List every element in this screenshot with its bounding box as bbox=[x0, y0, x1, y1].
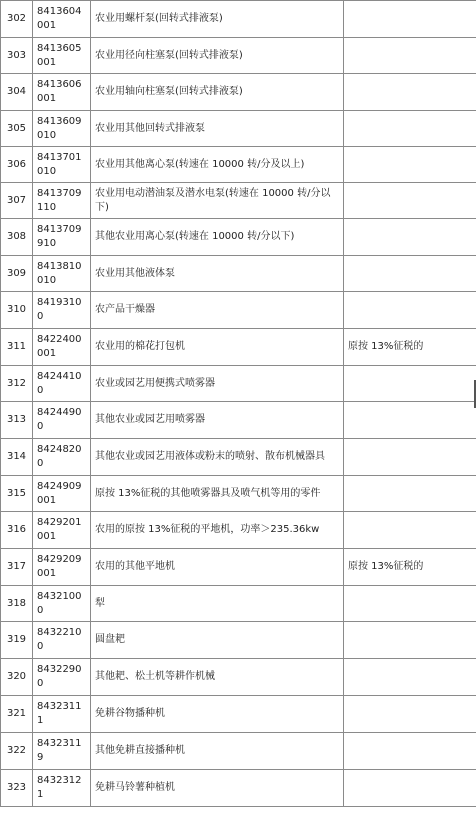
table-row bbox=[1, 733, 476, 770]
tax-code: 84244100 bbox=[33, 366, 91, 402]
remark bbox=[344, 696, 476, 733]
row-number: 321 bbox=[1, 696, 33, 733]
row-number: 305 bbox=[1, 111, 33, 147]
table-row bbox=[1, 770, 476, 807]
product-name: 农业用径向柱塞泵(回转式排液泵) bbox=[91, 38, 344, 74]
remark bbox=[344, 733, 476, 770]
remark bbox=[344, 402, 476, 439]
product-name: 农产品干燥器 bbox=[91, 292, 344, 329]
product-name: 农用的其他平地机 bbox=[91, 549, 344, 586]
tax-code: 84193100 bbox=[33, 292, 91, 329]
tax-code: 8424909001 bbox=[33, 476, 91, 512]
table-row bbox=[1, 38, 476, 74]
row-number: 320 bbox=[1, 659, 33, 696]
product-name: 其他农业或园艺用液体或粉末的喷射、散布机械器具 bbox=[91, 439, 344, 476]
row-number: 314 bbox=[1, 439, 33, 476]
product-name: 免耕马铃薯种植机 bbox=[91, 770, 344, 807]
remark bbox=[344, 659, 476, 696]
table-row bbox=[1, 696, 476, 733]
table-row bbox=[1, 659, 476, 696]
remark bbox=[344, 74, 476, 111]
product-name: 其他农业或园艺用喷雾器 bbox=[91, 402, 344, 439]
product-name: 农业用其他液体泵 bbox=[91, 256, 344, 292]
remark bbox=[344, 366, 476, 402]
table-row bbox=[1, 439, 476, 476]
row-number: 306 bbox=[1, 147, 33, 183]
table-row bbox=[1, 622, 476, 659]
table-body bbox=[1, 1, 476, 807]
remark bbox=[344, 183, 476, 219]
tax-code: 8413606001 bbox=[33, 74, 91, 111]
table-row bbox=[1, 512, 476, 549]
row-number: 303 bbox=[1, 38, 33, 74]
table-row bbox=[1, 402, 476, 439]
remark bbox=[344, 512, 476, 549]
tax-code: 8413810010 bbox=[33, 256, 91, 292]
row-number: 310 bbox=[1, 292, 33, 329]
product-name: 其他耙、松土机等耕作机械 bbox=[91, 659, 344, 696]
tax-code: 8429209001 bbox=[33, 549, 91, 586]
remark bbox=[344, 439, 476, 476]
product-name: 圆盘耙 bbox=[91, 622, 344, 659]
remark bbox=[344, 219, 476, 256]
table-row bbox=[1, 111, 476, 147]
tax-code: 8413609010 bbox=[33, 111, 91, 147]
tax-code: 8413709910 bbox=[33, 219, 91, 256]
remark bbox=[344, 770, 476, 807]
row-number: 315 bbox=[1, 476, 33, 512]
tax-code: 8422400001 bbox=[33, 329, 91, 366]
remark bbox=[344, 256, 476, 292]
table-row bbox=[1, 586, 476, 622]
row-number: 313 bbox=[1, 402, 33, 439]
table-row bbox=[1, 1, 476, 38]
remark bbox=[344, 292, 476, 329]
product-name: 农业用螺杆泵(回转式排液泵) bbox=[91, 1, 344, 38]
product-name: 农业用其他离心泵(转速在 10000 转/分及以上) bbox=[91, 147, 344, 183]
row-number: 323 bbox=[1, 770, 33, 807]
product-name: 原按 13%征税的其他喷雾器具及喷气机等用的零件 bbox=[91, 476, 344, 512]
tax-code: 84244900 bbox=[33, 402, 91, 439]
remark bbox=[344, 622, 476, 659]
product-name: 农用的原按 13%征税的平地机，功率＞235.36kw bbox=[91, 512, 344, 549]
remark bbox=[344, 476, 476, 512]
remark: 原按 13%征税的 bbox=[344, 329, 476, 366]
tax-code: 84322100 bbox=[33, 622, 91, 659]
product-name: 其他免耕直接播种机 bbox=[91, 733, 344, 770]
product-name: 农业用电动潜油泵及潜水电泵(转速在 10000 转/分以下) bbox=[91, 183, 344, 219]
remark bbox=[344, 38, 476, 74]
remark bbox=[344, 147, 476, 183]
table-row bbox=[1, 256, 476, 292]
product-name: 农业用其他回转式排液泵 bbox=[91, 111, 344, 147]
tax-code: 84323119 bbox=[33, 733, 91, 770]
table-row bbox=[1, 74, 476, 111]
table-row bbox=[1, 292, 476, 329]
row-number: 304 bbox=[1, 74, 33, 111]
product-name: 农业或园艺用便携式喷雾器 bbox=[91, 366, 344, 402]
product-name: 免耕谷物播种机 bbox=[91, 696, 344, 733]
row-number: 311 bbox=[1, 329, 33, 366]
row-number: 312 bbox=[1, 366, 33, 402]
remark bbox=[344, 586, 476, 622]
row-number: 316 bbox=[1, 512, 33, 549]
tax-code: 84321000 bbox=[33, 586, 91, 622]
remark: 原按 13%征税的 bbox=[344, 549, 476, 586]
tax-code: 84322900 bbox=[33, 659, 91, 696]
row-number: 302 bbox=[1, 1, 33, 38]
tax-code: 84323121 bbox=[33, 770, 91, 807]
row-number: 322 bbox=[1, 733, 33, 770]
row-number: 319 bbox=[1, 622, 33, 659]
remark bbox=[344, 1, 476, 38]
table-row bbox=[1, 549, 476, 586]
table-row bbox=[1, 366, 476, 402]
row-number: 308 bbox=[1, 219, 33, 256]
product-name: 犁 bbox=[91, 586, 344, 622]
table-row bbox=[1, 183, 476, 219]
remark bbox=[344, 111, 476, 147]
row-number: 309 bbox=[1, 256, 33, 292]
tax-code: 8413701010 bbox=[33, 147, 91, 183]
table-row bbox=[1, 147, 476, 183]
table-row bbox=[1, 219, 476, 256]
tax-code: 8413605001 bbox=[33, 38, 91, 74]
product-name: 农业用轴向柱塞泵(回转式排液泵) bbox=[91, 74, 344, 111]
tax-code: 84323111 bbox=[33, 696, 91, 733]
row-number: 318 bbox=[1, 586, 33, 622]
row-number: 307 bbox=[1, 183, 33, 219]
tax-code: 8413604001 bbox=[33, 1, 91, 38]
table-row bbox=[1, 329, 476, 366]
tax-code: 84248200 bbox=[33, 439, 91, 476]
tax-code: 8413709110 bbox=[33, 183, 91, 219]
tax-code: 8429201001 bbox=[33, 512, 91, 549]
product-name: 农业用的棉花打包机 bbox=[91, 329, 344, 366]
table-row bbox=[1, 476, 476, 512]
row-number: 317 bbox=[1, 549, 33, 586]
product-name: 其他农业用离心泵(转速在 10000 转/分以下) bbox=[91, 219, 344, 256]
